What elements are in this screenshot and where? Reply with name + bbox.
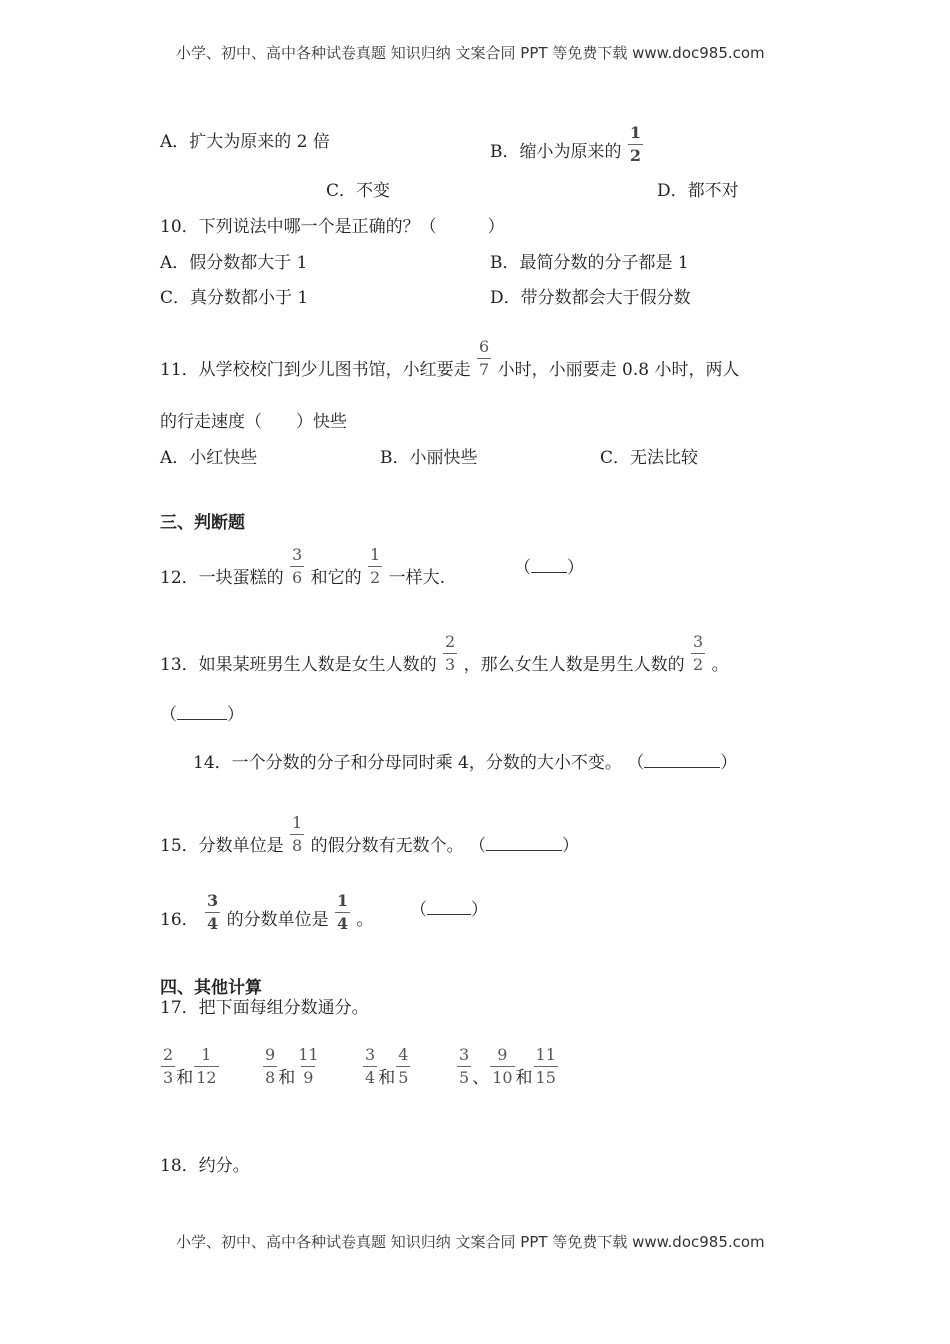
numerator: 3 [207, 891, 219, 910]
connector: 和 [515, 1068, 533, 1088]
fraction [290, 814, 304, 855]
q16 [160, 891, 374, 941]
numerator: 3 [459, 1045, 470, 1064]
q13-pre: 13．如果某班男生人数是女生人数的 [160, 655, 437, 675]
q17-group-3 [362, 1045, 411, 1099]
fraction [628, 124, 643, 165]
q10-option-d: D．带分数都会大于假分数 [490, 288, 691, 308]
numerator: 2 [445, 632, 456, 651]
numerator: 9 [497, 1045, 508, 1064]
denominator: 15 [535, 1068, 556, 1087]
numerator: 9 [265, 1045, 276, 1064]
numerator: 4 [398, 1045, 409, 1064]
fraction [457, 1046, 471, 1087]
fraction [368, 546, 382, 587]
fraction [490, 1046, 514, 1087]
denominator: 4 [365, 1068, 376, 1087]
q12 [160, 545, 446, 599]
q11-option-c: C．无法比较 [600, 448, 699, 468]
denominator: 12 [196, 1068, 217, 1087]
denominator: 8 [265, 1068, 276, 1087]
denominator: 8 [292, 836, 303, 855]
paren-open: （ [160, 705, 177, 725]
q9-option-b [490, 123, 644, 173]
denominator: 2 [693, 655, 704, 674]
q15-post: 的假分数有无数个。 [310, 836, 464, 856]
blank-line [486, 836, 562, 851]
connector: 、 [472, 1068, 490, 1088]
fraction [335, 892, 350, 933]
numerator: 1 [201, 1045, 212, 1064]
q13-post: 。 [711, 655, 729, 675]
denominator: 4 [337, 914, 349, 933]
fraction [296, 1046, 320, 1087]
q10-stem: 10．下列说法中哪一个是正确的？（ ） [160, 217, 505, 237]
q11-option-a: A．小红快些 [160, 448, 258, 468]
q11-stem-pre: 11．从学校校门到少儿图书馆，小红要走 [160, 360, 471, 380]
numerator: 1 [337, 891, 349, 910]
denominator: 2 [370, 568, 381, 587]
denominator: 5 [398, 1068, 409, 1087]
fraction [477, 338, 491, 379]
numerator: 2 [163, 1045, 174, 1064]
section-title-calculation: 四、其他计算 [160, 978, 262, 998]
fraction [205, 892, 220, 933]
section-title-judgement: 三、判断题 [160, 513, 245, 533]
fraction [161, 1046, 175, 1087]
q10-option-b: B．最简分数的分子都是 1 [490, 253, 689, 273]
connector: 和 [176, 1068, 194, 1088]
numerator: 3 [292, 545, 303, 564]
q15-pre: 15．分数单位是 [160, 836, 284, 856]
denominator: 2 [629, 146, 642, 165]
connector: 和 [378, 1068, 396, 1088]
numerator: 11 [535, 1045, 556, 1064]
q13 [160, 632, 729, 686]
paren-open: （ [514, 558, 531, 578]
denominator: 9 [303, 1068, 314, 1087]
blank-line [427, 900, 471, 915]
q17-group-1 [160, 1045, 220, 1099]
numerator: 1 [370, 545, 381, 564]
page-footer: 小学、初中、高中各种试卷真题 知识归纳 文案合同 PPT 等免费下载 www.doc985.com [176, 1233, 765, 1251]
q18-stem: 18．约分。 [160, 1156, 250, 1176]
q12-mid: 和它的 [310, 568, 362, 588]
answer-blank[interactable] [627, 753, 737, 773]
q11-stem [160, 337, 740, 391]
fraction [534, 1046, 558, 1087]
q10-option-c: C．真分数都小于 1 [160, 288, 309, 308]
fraction [363, 1046, 377, 1087]
q9-option-a: A．扩大为原来的 2 倍 [160, 132, 330, 152]
denominator: 5 [459, 1068, 470, 1087]
q17-group-2 [262, 1045, 322, 1099]
q9-option-c: C．不变 [326, 181, 391, 201]
numerator: 1 [292, 813, 303, 832]
answer-blank[interactable] [469, 836, 579, 856]
q16-mid: 的分数单位是 [226, 910, 329, 930]
answer-blank[interactable] [514, 558, 584, 578]
paren-close: ） [471, 900, 488, 920]
denominator: 4 [207, 914, 219, 933]
blank-line [531, 558, 567, 573]
q11-stem-line2: 的行走速度（ ）快些 [160, 412, 347, 432]
paren-close: ） [567, 558, 584, 578]
paren-close: ） [720, 753, 738, 773]
numerator: 11 [298, 1045, 319, 1064]
fraction [443, 633, 457, 674]
paren-close: ） [227, 705, 244, 725]
q11-option-b: B．小丽快些 [380, 448, 478, 468]
q17-stem: 17．把下面每组分数通分。 [160, 998, 369, 1018]
q15 [160, 813, 580, 867]
fraction [290, 546, 304, 587]
q12-pre: 12．一块蛋糕的 [160, 568, 284, 588]
q16-post: 。 [356, 910, 374, 930]
denominator: 6 [292, 568, 303, 587]
fraction [691, 633, 705, 674]
denominator: 10 [492, 1068, 513, 1087]
connector: 和 [278, 1068, 296, 1088]
q9-option-b-text: B．缩小为原来的 [490, 142, 622, 162]
q9-option-d: D．都不对 [657, 181, 739, 201]
numerator: 1 [629, 123, 642, 142]
denominator: 3 [163, 1068, 174, 1087]
paren-open: （ [469, 836, 487, 856]
numerator: 6 [479, 337, 490, 356]
q13-mid: ，那么女生人数是男生人数的 [463, 655, 685, 675]
page-header: 小学、初中、高中各种试卷真题 知识归纳 文案合同 PPT 等免费下载 www.doc985.com [176, 44, 765, 62]
fraction [194, 1046, 218, 1087]
blank-line [177, 705, 227, 720]
q14-text: 14．一个分数的分子和分母同时乘 4，分数的大小不变。 [193, 753, 622, 773]
blank-line [644, 753, 720, 768]
denominator: 3 [445, 655, 456, 674]
q11-stem-post: 小时，小丽要走 0.8 小时，两人 [497, 360, 740, 380]
paren-close: ） [562, 836, 580, 856]
fraction [396, 1046, 410, 1087]
q17-group-4 [456, 1045, 559, 1099]
numerator: 3 [693, 632, 704, 651]
answer-blank[interactable] [160, 705, 244, 725]
q14 [193, 753, 737, 773]
answer-blank[interactable] [410, 900, 488, 920]
denominator: 7 [479, 360, 490, 379]
paren-open: （ [410, 900, 427, 920]
q10-option-a: A．假分数都大于 1 [160, 253, 308, 273]
fraction [263, 1046, 277, 1087]
paren-open: （ [627, 753, 645, 773]
numerator: 3 [365, 1045, 376, 1064]
q12-post: 一样大. [388, 568, 446, 588]
q16-pre: 16． [160, 910, 199, 930]
